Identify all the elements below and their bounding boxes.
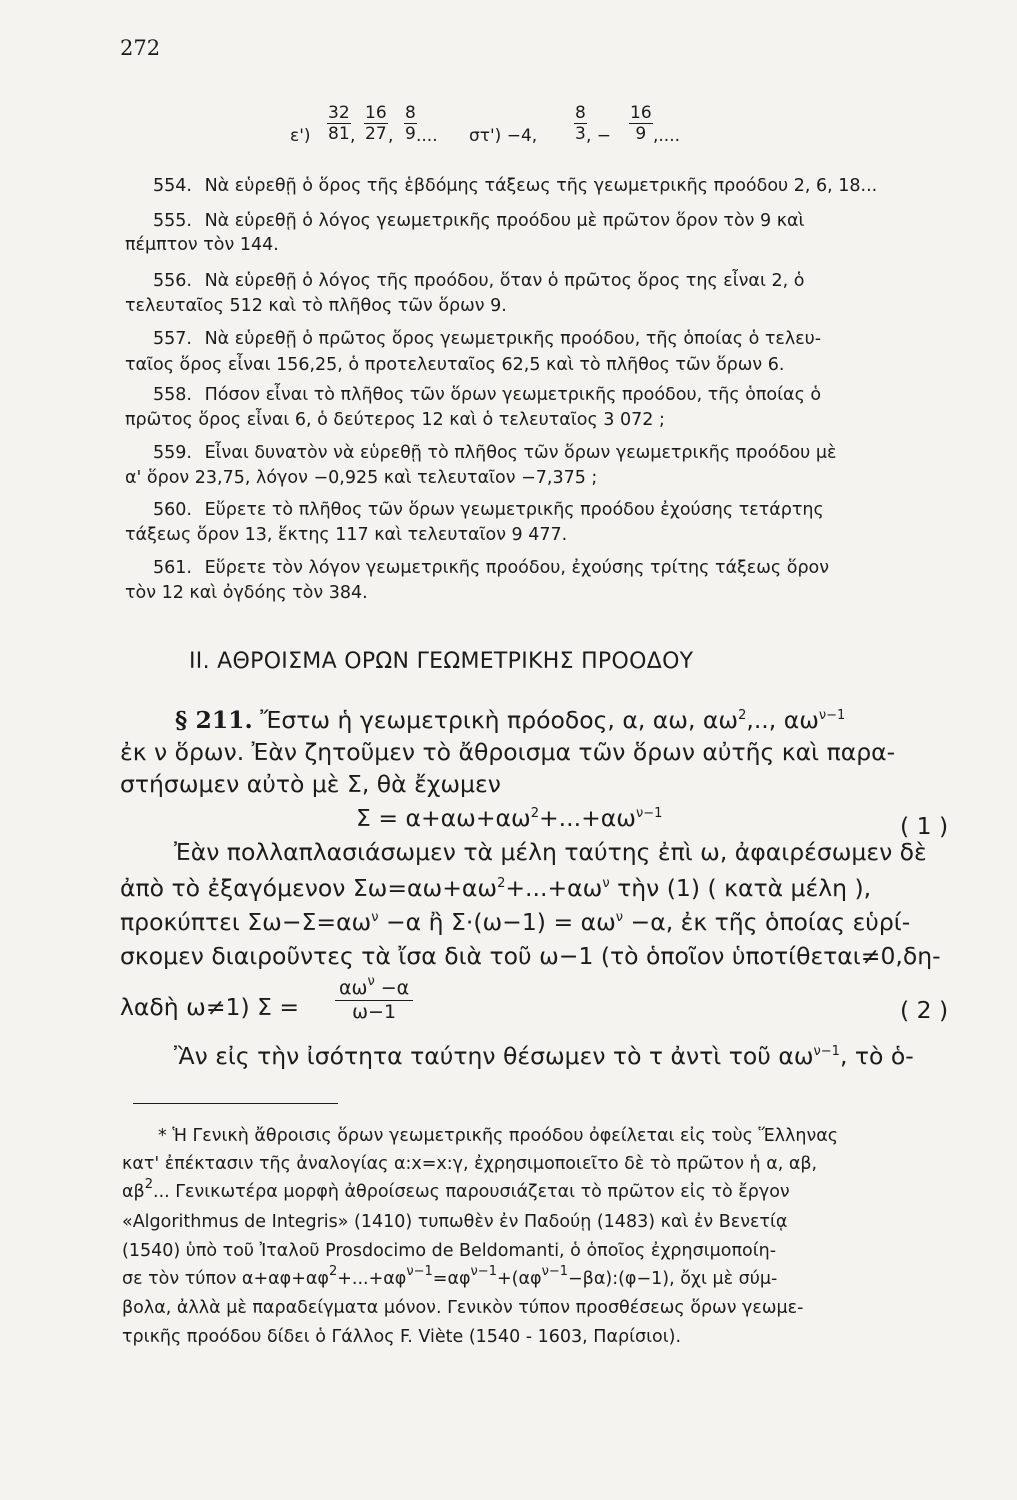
equation-1 (356, 804, 662, 832)
exercise-text-cont: πέμπτον τὸν 144. (125, 235, 279, 255)
text-run: , τὸ ὁ- (839, 1042, 914, 1070)
exercise-text-cont: πρῶτος ὅρος εἶναι 6, ὁ δεύτερος 12 καὶ ὁ τελευταῖος 3 072 ; (125, 410, 665, 430)
label-st: στ') −4, (469, 126, 538, 146)
superscript: ν (602, 876, 610, 891)
superscript: 2 (530, 806, 539, 821)
exercise-number: 554. (153, 176, 192, 196)
fraction-numerator: 8 (405, 103, 416, 123)
superscript: ν (615, 910, 624, 925)
equation-1-label: ( 1 ) (900, 812, 949, 840)
superscript: 2 (497, 876, 506, 891)
text-run: αω (339, 977, 368, 999)
separator: , (388, 126, 394, 146)
superscript: ν (371, 910, 379, 925)
exercise-text: Εὕρετε τὸ πλῆθος τῶν ὅρων γεωμετρικῆς προόδου ἐχούσης τετάρτης (204, 500, 824, 520)
exercise-556 (125, 270, 965, 292)
fraction-denominator: 81 (328, 124, 350, 144)
exercise-560 (125, 499, 965, 521)
text-run: +...+αω (538, 804, 636, 832)
footnote-line-2: κατ' ἐπέκτασιν τῆς ἀναλογίας α:x=x:γ, ἐχρησιμοποιεῖτο δὲ τὸ πρῶτον ἡ α, αβ, (122, 1154, 818, 1174)
exercise-number: 559. (153, 443, 192, 463)
exercise-555 (125, 210, 965, 232)
text-run: =αφ (432, 1269, 471, 1289)
superscript: ν (367, 974, 375, 989)
exercise-text: Νὰ εὑρεθῇ ὁ λόγος τῆς προόδου, ὅταν ὁ πρῶτος ὅρος της εἶναι 2, ὁ (204, 271, 805, 291)
exercise-number: 560. (153, 500, 192, 520)
text-run: −βα):(φ−1), ὄχι μὲ σύμ- (568, 1269, 778, 1289)
fraction-denominator: 9 (635, 124, 647, 144)
page-number: 272 (120, 36, 161, 60)
separator: , (350, 126, 356, 146)
exercise-559 (125, 442, 965, 464)
exercise-text-cont: ταῖος ὅρος εἶναι 156,25, ὁ προτελευταῖος 62,5 καὶ τὸ πλῆθος τῶν ὅρων 6. (125, 355, 785, 375)
text-run: Ἂν εἰς τὴν ἰσότητα ταύτην θέσωμεν τὸ τ ἀντὶ τοῦ αω (174, 1042, 814, 1070)
text-run: −α ἢ Σ·(ω−1) = αω (378, 908, 616, 936)
exercise-text: Εὕρετε τὸν λόγον γεωμετρικῆς προόδου, ἐχούσης τρίτης τάξεως ὅρον (204, 558, 830, 578)
section-title: ΙΙ. ΑΘΡΟΙΣΜΑ ΟΡΩΝ ΓΕΩΜΕΤΡΙΚΗΣ ΠΡΟΟΔΟΥ (189, 649, 694, 674)
exercise-number: 558. (153, 385, 192, 405)
fraction (364, 103, 388, 144)
exercise-number: 556. (153, 271, 192, 291)
exercise-text: Εἶναι δυνατὸν νὰ εὑρεθῇ τὸ πλῆθος τῶν ὅρων γεωμετρικῆς προόδου μὲ (204, 443, 837, 463)
section-line-9: λαδὴ ω≠1) Σ = (120, 993, 300, 1021)
footnote-line-5: (1540) ὑπὸ τοῦ Ἰταλοῦ Prosdocimo de Beldomanti, ὁ ὁποῖος ἐχρησιμοποίη- (122, 1241, 777, 1261)
footnote-line-7: βολα, ἀλλὰ μὲ παραδείγματα μόνον. Γενικὸν τύπον προσθέσεως ὅρων γεωμε- (122, 1298, 804, 1318)
fraction-denominator: 9 (405, 124, 416, 144)
superscript: ν−1 (818, 708, 846, 723)
section-line-3: στήσωμεν αὐτὸ μὲ Σ, θὰ ἔχωμεν (120, 770, 501, 798)
superscript: ν−1 (635, 806, 663, 821)
exercise-text-cont: τὸν 12 καὶ ὀγδόης τὸν 384. (125, 583, 368, 603)
fraction-numerator (335, 974, 413, 1001)
fraction-numerator: 16 (365, 103, 387, 123)
exercise-text: Νὰ εὑρεθῇ ὁ πρῶτος ὅρος γεωμετρικῆς προόδου, τῆς ὁποίας ὁ τελευ- (204, 329, 822, 349)
separator: ,.... (653, 126, 681, 146)
exercise-text: Νὰ εὑρεθῇ ὁ ὅρος τῆς ἑβδόμης τάξεως τῆς γεωμετρικῆς προόδου 2, 6, 18... (204, 176, 878, 196)
fraction-denominator: 3 (575, 124, 586, 144)
superscript: 2 (144, 1177, 153, 1192)
fraction-numerator: 8 (575, 103, 586, 123)
fraction (327, 103, 351, 144)
exercise-554 (125, 175, 965, 197)
exercise-number: 561. (153, 558, 192, 578)
section-line-2: ἐκ ν ὅρων. Ἐὰν ζητοῦμεν τὸ ἄθροισμα τῶν ὅρων αὐτῆς καὶ παρα- (120, 738, 896, 766)
footnote-line-1: * Ἡ Γενικὴ ἄθροισις ὅρων γεωμετρικῆς προόδου ὀφείλεται εἰς τοὺς Ἕλληνας (158, 1126, 839, 1146)
text-run: ... Γενικωτέρα μορφὴ ἀθροίσεως παρουσιάζεται τὸ πρῶτον εἰς τὸ ἔργον (153, 1182, 790, 1202)
equation-2-fraction (335, 974, 413, 1024)
fraction-denominator: 27 (365, 124, 387, 144)
text-run: ,.., αω (746, 706, 819, 734)
text-run: −α, ἐκ τῆς ὁποίας εὑρί- (623, 908, 911, 936)
fraction-numerator: 32 (328, 103, 350, 123)
text-run: τὴν (1) ( κατὰ μέλη ), (609, 874, 872, 902)
superscript: 2 (328, 1264, 338, 1279)
exercise-number: 557. (153, 329, 192, 349)
text-run: +...+αω (505, 874, 603, 902)
separator: .... (416, 126, 438, 146)
label-e: ε') (290, 126, 311, 146)
text-run: ἀπὸ τὸ ἐξαγόμενον Σω=αω+αω (120, 874, 498, 902)
section-line-1 (175, 706, 845, 734)
exercise-text: Νὰ εὑρεθῇ ὁ λόγος γεωμετρικῆς προόδου μὲ πρῶτον ὅρον τὸν 9 καὶ (204, 211, 805, 231)
text-run: −α (374, 977, 410, 999)
fraction (404, 103, 417, 144)
section-line-8: σκομεν διαιροῦντες τὰ ἴσα διὰ τοῦ ω−1 (τὸ ὁποῖον ὑποτίθεται≠0,δη- (120, 942, 941, 970)
section-line-6 (120, 874, 871, 902)
exercise-558 (125, 384, 965, 406)
section-line-10 (174, 1042, 914, 1070)
footnote-divider (133, 1103, 338, 1104)
section-mark: § 211. (175, 706, 253, 734)
superscript: ν−1 (470, 1264, 497, 1279)
text-run: +(αφ (496, 1269, 542, 1289)
fraction (574, 103, 587, 144)
text-run: Σ = α+αω+αω (356, 804, 531, 832)
text-run: αβ (122, 1182, 145, 1202)
exercise-text-cont: α' ὅρον 23,75, λόγον −0,925 καὶ τελευταῖον −7,375 ; (125, 468, 598, 488)
fraction-denominator: ω−1 (352, 1001, 397, 1023)
footnote-line-3 (122, 1177, 962, 1203)
text-run: +...+αφ (337, 1269, 407, 1289)
superscript: ν−1 (813, 1044, 840, 1059)
text-run: σε τὸν τύπον α+αφ+αφ (122, 1269, 329, 1289)
exercise-561 (125, 557, 965, 579)
superscript: ν−1 (541, 1264, 568, 1279)
exercise-text-cont: τελευταῖος 512 καὶ τὸ πλῆθος τῶν ὅρων 9. (125, 296, 507, 316)
footnote-line-6 (122, 1264, 962, 1290)
superscript: ν−1 (406, 1264, 433, 1279)
footnote-line-4: «Algorithmus de Integris» (1410) τυπωθὲν ἐν Παδούῃ (1483) καὶ ἐν Βενετίᾳ (122, 1212, 788, 1232)
separator: , − (586, 126, 612, 146)
exercise-text: Πόσον εἶναι τὸ πλῆθος τῶν ὅρων γεωμετρικῆς προόδου, τῆς ὁποίας ὁ (204, 385, 822, 405)
superscript: 2 (738, 708, 747, 723)
fraction-numerator: 16 (630, 103, 652, 123)
exercise-557 (125, 328, 965, 350)
text-run: Ἔστω ἡ γεωμετρικὴ πρόοδος, α, αω, αω (260, 706, 739, 734)
footnote-line-8: τρικῆς προόδου δίδει ὁ Γάλλος F. Viète (1540 - 1603, Παρίσιοι). (122, 1327, 682, 1347)
text-run: προκύπτει Σω−Σ=αω (120, 908, 372, 936)
exercise-number: 555. (153, 211, 192, 231)
fraction (629, 103, 653, 144)
section-line-7 (120, 908, 910, 936)
exercise-text-cont: τάξεως ὅρον 13, ἕκτης 117 καὶ τελευταῖον 9 477. (125, 525, 568, 545)
equation-2-label: ( 2 ) (900, 996, 949, 1024)
section-line-5: Ἐὰν πολλαπλασιάσωμεν τὰ μέλη ταύτης ἐπὶ ω, ἀφαιρέσωμεν δὲ (174, 838, 927, 866)
